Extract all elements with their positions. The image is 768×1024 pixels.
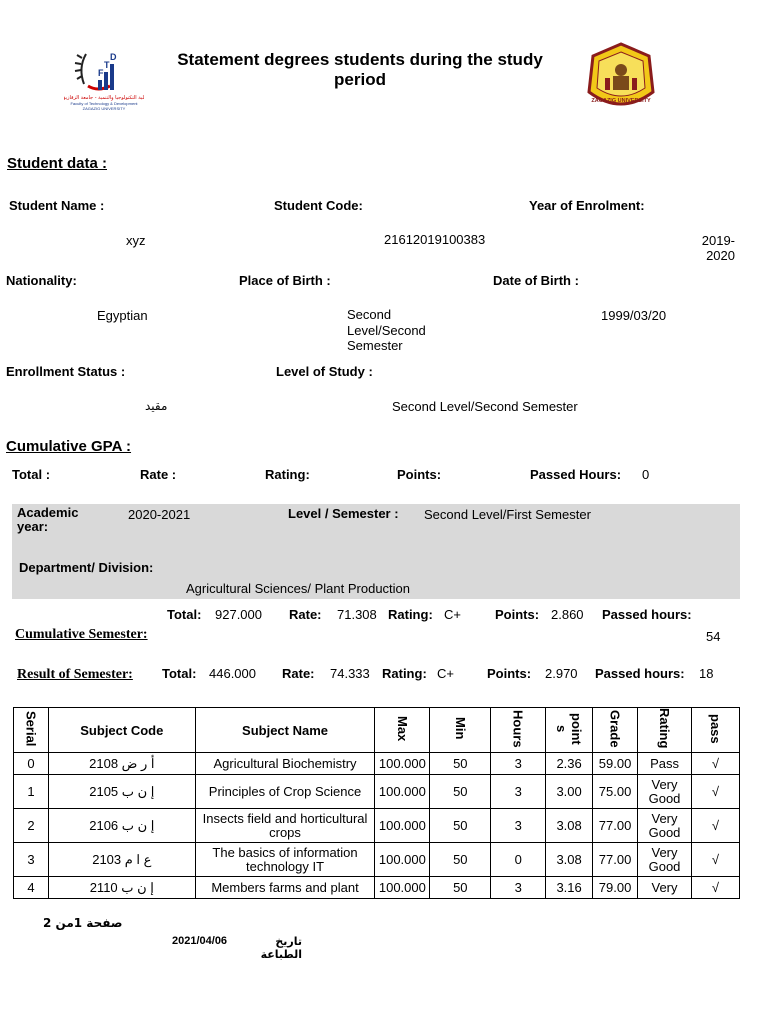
cell-subject-name: Insects field and horticultural crops bbox=[195, 809, 375, 843]
cell-subject-name: The basics of information technology IT bbox=[195, 843, 375, 877]
cum-points-label: Points: bbox=[495, 607, 540, 622]
res-points-value: 2.970 bbox=[545, 666, 578, 681]
header-subject-name: Subject Name bbox=[195, 708, 375, 753]
cell-hours: 3 bbox=[491, 753, 546, 775]
cum-total-value: 927.000 bbox=[215, 607, 262, 622]
student-name-value: xyz bbox=[126, 233, 146, 248]
cum-total-label: Total: bbox=[167, 607, 202, 622]
gpa-passed-hours-label: Passed Hours: bbox=[530, 467, 622, 482]
header-pass bbox=[691, 708, 739, 753]
res-total-value: 446.000 bbox=[209, 666, 256, 681]
print-date-value: 2021/04/06 bbox=[172, 935, 228, 947]
gpa-total-label: Total : bbox=[12, 467, 51, 482]
res-passed-hours-value: 18 bbox=[699, 666, 714, 681]
cell-hours: 3 bbox=[491, 877, 546, 899]
cum-rating-label: Rating: bbox=[388, 607, 433, 622]
enrollment-status-value: مقيد bbox=[145, 399, 168, 413]
cell-subject-name: Principles of Crop Science bbox=[195, 775, 375, 809]
faculty-logo-sub2: ZAGAZIG UNIVERSITY bbox=[82, 106, 126, 111]
cell-pass: √ bbox=[691, 809, 739, 843]
cum-rating-value: C+ bbox=[444, 607, 461, 622]
table-row bbox=[14, 809, 740, 843]
nationality-label: Nationality: bbox=[6, 273, 77, 288]
student-code-label: Student Code: bbox=[274, 198, 363, 213]
res-rate-value: 74.333 bbox=[330, 666, 370, 681]
birth-place-line3: Semester bbox=[347, 338, 403, 353]
cell-pass: √ bbox=[691, 775, 739, 809]
birth-place-line2: Level/Second bbox=[347, 322, 426, 338]
cell-min: 50 bbox=[430, 753, 491, 775]
cell-grade: 59.00 bbox=[593, 753, 638, 775]
cell-rating: Very Good bbox=[638, 775, 692, 809]
cell-rating: Very Good bbox=[638, 843, 692, 877]
department-value: Agricultural Sciences/ Plant Production bbox=[186, 581, 411, 596]
cell-grade: 77.00 bbox=[593, 809, 638, 843]
cell-max: 100.000 bbox=[375, 809, 430, 843]
res-rating-value: C+ bbox=[437, 666, 454, 681]
cell-pass: √ bbox=[691, 753, 739, 775]
cumulative-gpa-heading: Cumulative GPA : bbox=[6, 438, 132, 455]
cell-grade: 75.00 bbox=[593, 775, 638, 809]
table-row bbox=[14, 877, 740, 899]
academic-year-label-line2: year: bbox=[17, 519, 49, 534]
university-seal bbox=[583, 40, 659, 116]
svg-text:F: F bbox=[98, 68, 104, 78]
enrolment-year-line2: 2020 bbox=[706, 248, 735, 263]
header-min bbox=[430, 708, 491, 753]
res-rate-label: Rate: bbox=[282, 666, 315, 681]
header-rating bbox=[638, 708, 692, 753]
cum-rate-value: 71.308 bbox=[337, 607, 377, 622]
cell-subject-code: إ ن ب 2105 bbox=[48, 775, 195, 809]
faculty-logo bbox=[64, 42, 144, 112]
level-semester-value: Second Level/First Semester bbox=[424, 507, 591, 522]
cell-subject-name: Members farms and plant bbox=[195, 877, 375, 899]
enrollment-status-label: Enrollment Status : bbox=[6, 364, 126, 379]
enrolment-year-label: Year of Enrolment: bbox=[529, 198, 645, 213]
cell-serial: 1 bbox=[14, 775, 49, 809]
document-title: Statement degrees students during the study period bbox=[177, 50, 543, 89]
department-label: Department/ Division: bbox=[19, 560, 154, 575]
res-points-label: Points: bbox=[487, 666, 532, 681]
enrolment-year-line1: 2019- bbox=[701, 233, 735, 248]
cell-max: 100.000 bbox=[375, 843, 430, 877]
header-rating-text: Rating bbox=[657, 708, 673, 749]
header-serial-text: Serial bbox=[23, 710, 39, 747]
cell-min: 50 bbox=[430, 809, 491, 843]
cell-max: 100.000 bbox=[375, 753, 430, 775]
cell-points: 3.16 bbox=[546, 877, 593, 899]
student-name-label: Student Name : bbox=[9, 198, 105, 213]
nationality-value: Egyptian bbox=[97, 308, 148, 323]
header-max-text: Max bbox=[394, 715, 410, 742]
print-date-label bbox=[258, 935, 302, 961]
gpa-passed-hours-value: 0 bbox=[642, 467, 650, 482]
faculty-logo-sub: Faculty of Technology & Development bbox=[70, 101, 138, 106]
header-points-text: point s bbox=[554, 712, 585, 745]
svg-text:D: D bbox=[110, 52, 117, 62]
cum-passed-hours-value: 54 bbox=[706, 629, 721, 644]
cell-serial: 0 bbox=[14, 753, 49, 775]
gpa-rate-label: Rate : bbox=[140, 467, 177, 482]
cum-passed-hours-label: Passed hours: bbox=[602, 607, 692, 622]
cum-points-value: 2.860 bbox=[551, 607, 584, 622]
cell-rating: Pass bbox=[638, 753, 692, 775]
gpa-rating-label: Rating: bbox=[265, 467, 310, 482]
cell-min: 50 bbox=[430, 775, 491, 809]
header-serial bbox=[14, 708, 49, 753]
header-max bbox=[375, 708, 430, 753]
cell-points: 3.00 bbox=[546, 775, 593, 809]
academic-year-label-line1: Academic bbox=[17, 505, 79, 520]
page-number: صفحة 1من 2 bbox=[43, 916, 123, 930]
cell-grade: 79.00 bbox=[593, 877, 638, 899]
cell-points: 3.08 bbox=[546, 843, 593, 877]
cell-serial: 2 bbox=[14, 809, 49, 843]
cell-serial: 4 bbox=[14, 877, 49, 899]
cell-hours: 3 bbox=[491, 775, 546, 809]
enrolment-year-value bbox=[690, 233, 735, 263]
cell-points: 2.36 bbox=[546, 753, 593, 775]
cell-max: 100.000 bbox=[375, 775, 430, 809]
cell-rating: Very Good bbox=[638, 809, 692, 843]
cell-subject-code: ع ا م 2103 bbox=[48, 843, 195, 877]
grades-table-header bbox=[14, 708, 740, 753]
birth-place-label: Place of Birth : bbox=[239, 273, 331, 288]
birth-place-value bbox=[347, 307, 426, 354]
student-code-value: 21612019100383 bbox=[384, 232, 486, 247]
study-level-label: Level of Study : bbox=[276, 364, 373, 379]
header-min-text: Min bbox=[452, 717, 468, 740]
result-semester-heading: Result of Semester: bbox=[17, 667, 133, 682]
birth-date-label: Date of Birth : bbox=[493, 273, 579, 288]
print-date-label-line1: تاريخ bbox=[275, 935, 302, 948]
level-semester-label: Level / Semester : bbox=[288, 506, 399, 521]
cell-hours: 3 bbox=[491, 809, 546, 843]
cell-subject-code: أ ر ض 2108 bbox=[48, 753, 195, 775]
cell-rating: Very bbox=[638, 877, 692, 899]
res-passed-hours-label: Passed hours: bbox=[595, 666, 685, 681]
header-hours-text: Hours bbox=[510, 709, 526, 748]
res-total-label: Total: bbox=[162, 666, 197, 681]
header-hours bbox=[491, 708, 546, 753]
cell-subject-code: إ ن ب 2110 bbox=[48, 877, 195, 899]
faculty-logo-arabic: كلية التكنولوجيا والتنمية - جامعة الزقازيق bbox=[64, 95, 144, 101]
student-data-heading: Student data : bbox=[7, 155, 107, 172]
gpa-points-label: Points: bbox=[397, 467, 442, 482]
birth-date-value: 1999/03/20 bbox=[601, 308, 667, 323]
table-row bbox=[14, 775, 740, 809]
cell-subject-name: Agricultural Biochemistry bbox=[195, 753, 375, 775]
header-subject-code: Subject Code bbox=[48, 708, 195, 753]
svg-text:T: T bbox=[104, 60, 110, 70]
res-rating-label: Rating: bbox=[382, 666, 427, 681]
cell-pass: √ bbox=[691, 843, 739, 877]
cell-min: 50 bbox=[430, 877, 491, 899]
table-row bbox=[14, 843, 740, 877]
cell-min: 50 bbox=[430, 843, 491, 877]
cell-subject-code: إ ن ب 2106 bbox=[48, 809, 195, 843]
academic-year-value: 2020-2021 bbox=[128, 507, 191, 522]
cell-points: 3.08 bbox=[546, 809, 593, 843]
cumulative-semester-heading: Cumulative Semester: bbox=[15, 627, 148, 642]
cell-serial: 3 bbox=[14, 843, 49, 877]
header-grade-text: Grade bbox=[607, 709, 623, 748]
cell-pass: √ bbox=[691, 877, 739, 899]
grades-table bbox=[13, 707, 740, 899]
table-row bbox=[14, 753, 740, 775]
header-pass-text: pass bbox=[707, 713, 723, 744]
birth-place-line1: Second bbox=[347, 307, 392, 322]
cell-grade: 77.00 bbox=[593, 843, 638, 877]
cell-max: 100.000 bbox=[375, 877, 430, 899]
cum-rate-label: Rate: bbox=[289, 607, 322, 622]
academic-year-label bbox=[17, 506, 78, 534]
print-date-label-line2: الطباعة bbox=[260, 948, 302, 961]
cell-hours: 0 bbox=[491, 843, 546, 877]
header-grade bbox=[593, 708, 638, 753]
study-level-value: Second Level/Second Semester bbox=[392, 399, 578, 414]
seal-text: ZAGAZIG UNIVERSITY bbox=[591, 98, 651, 104]
header-points bbox=[546, 708, 593, 753]
